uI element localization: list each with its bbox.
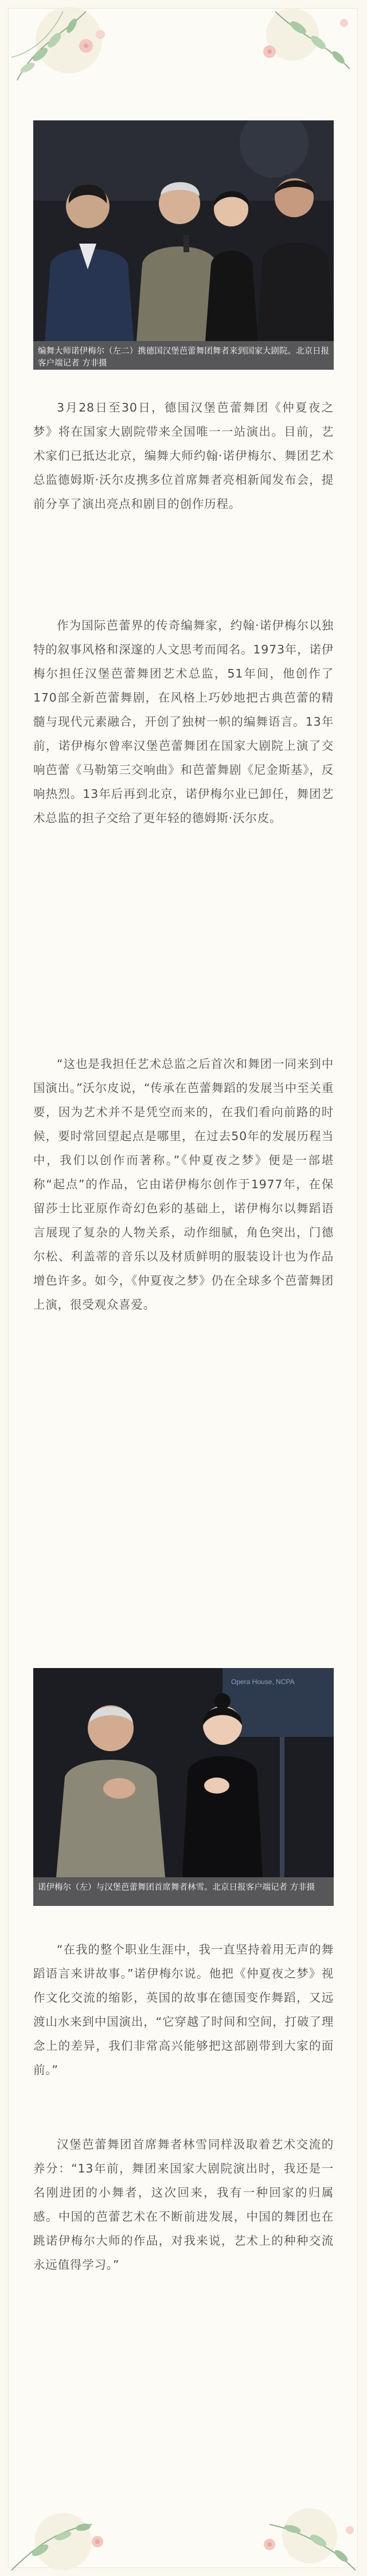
paragraph-5: 汉堡芭蕾舞团首席舞者林雪同样汲取着艺术交流的养分：“13年前，舞团来国家大剧院演出时，我还是一名刚进团的小舞者，这次回来，我有一种回家的归属感。中国的芭蕾艺术在不断前进发展，中国的舞团也在跳诺伊梅尔大师的作品，对我来说，艺术上的种种交流永远值得学习。” [33,2137,334,2272]
top-floral-decoration [0,0,367,120]
press-conference-photo [33,120,334,341]
paragraph-3: “这也是我担任艺术总监之后首次和舞团一同来到中国演出。”沃尔皮说，“传承在芭蕾舞蹈的发展当中至关重要，因为艺术并不是凭空而来的，在我们看向前路的时候，要时常回望起点是哪里，在过去50年的发展历程当中，我们以创作而著称。”《仲夏夜之梦》便是一部堪称“起点”的作品，它由诺伊梅尔创作于1977年，在保留莎士比亚原作奇幻色彩的基础上，诺伊梅尔以舞蹈语言展现了复杂的人物关系，动作细腻，角色突出，门德尔松、利盖蒂的音乐以及材质鲜明的服装设计也为作品增色许多。如今，《仲夏夜之梦》仍在全球多个芭蕾舞团上演，很受观众喜爱。 [33,1057,334,1312]
bottom-floral-decoration [0,2473,367,2576]
paragraph-2: 作为国际芭蕾界的传奇编舞家，约翰·诺伊梅尔以独特的叙事风格和深邃的人文思考而闻名。1973年，诺伊梅尔担任汉堡芭蕾舞团艺术总监，51年间，他创作了170部全新芭蕾舞剧，在风格上巧妙地把古典芭蕾的精髓与现代元素融合，开创了独树一帜的编舞语言。13年前，诺伊梅尔曾率汉堡芭蕾舞团在国家大剧院上演了交响芭蕾《马勒第三交响曲》和芭蕾舞剧《尼金斯基》，反响热烈。13年后再到北京，诺伊梅尔业已卸任，舞团艺术总监的担子交给了更年轻的德姆斯·沃尔皮。 [33,618,334,825]
paragraph-1: 3月28日至30日，德国汉堡芭蕾舞团《仲夏夜之梦》将在国家大剧院带来全国唯一一站演出。目前，艺术家们已抵达北京，编舞大师约翰·诺伊梅尔、舞团艺术总监德姆斯·沃尔皮携多位首席舞者亮相新闻发布会，提前分享了演出亮点和剧目的创作历程。 [33,401,334,511]
photo-caption-1: 编舞大师诺伊梅尔（左二）携德国汉堡芭蕾舞团舞者来到国家大剧院。北京日报客户端记者 方非摄 [33,341,334,370]
backdrop-text: Opera House, NCPA [231,1678,295,1686]
neumeier-linxue-photo [33,1668,334,1877]
paragraph-4: “在我的整个职业生涯中，我一直坚持着用无声的舞蹈语言来讲故事。”诺伊梅尔说。他把《仲夏夜之梦》视作文化交流的缩影，英国的故事在德国变作舞蹈，又远渡山水来到中国演出，“它穿越了时间和空间，打破了理念上的差异，我们非常高兴能够把这部剧带到大家的面前。” [33,1943,334,2077]
photo-caption-2: 诺伊梅尔（左）与汉堡芭蕾舞团首席舞者林雪。北京日报客户端记者 方非摄 [33,1877,334,1906]
